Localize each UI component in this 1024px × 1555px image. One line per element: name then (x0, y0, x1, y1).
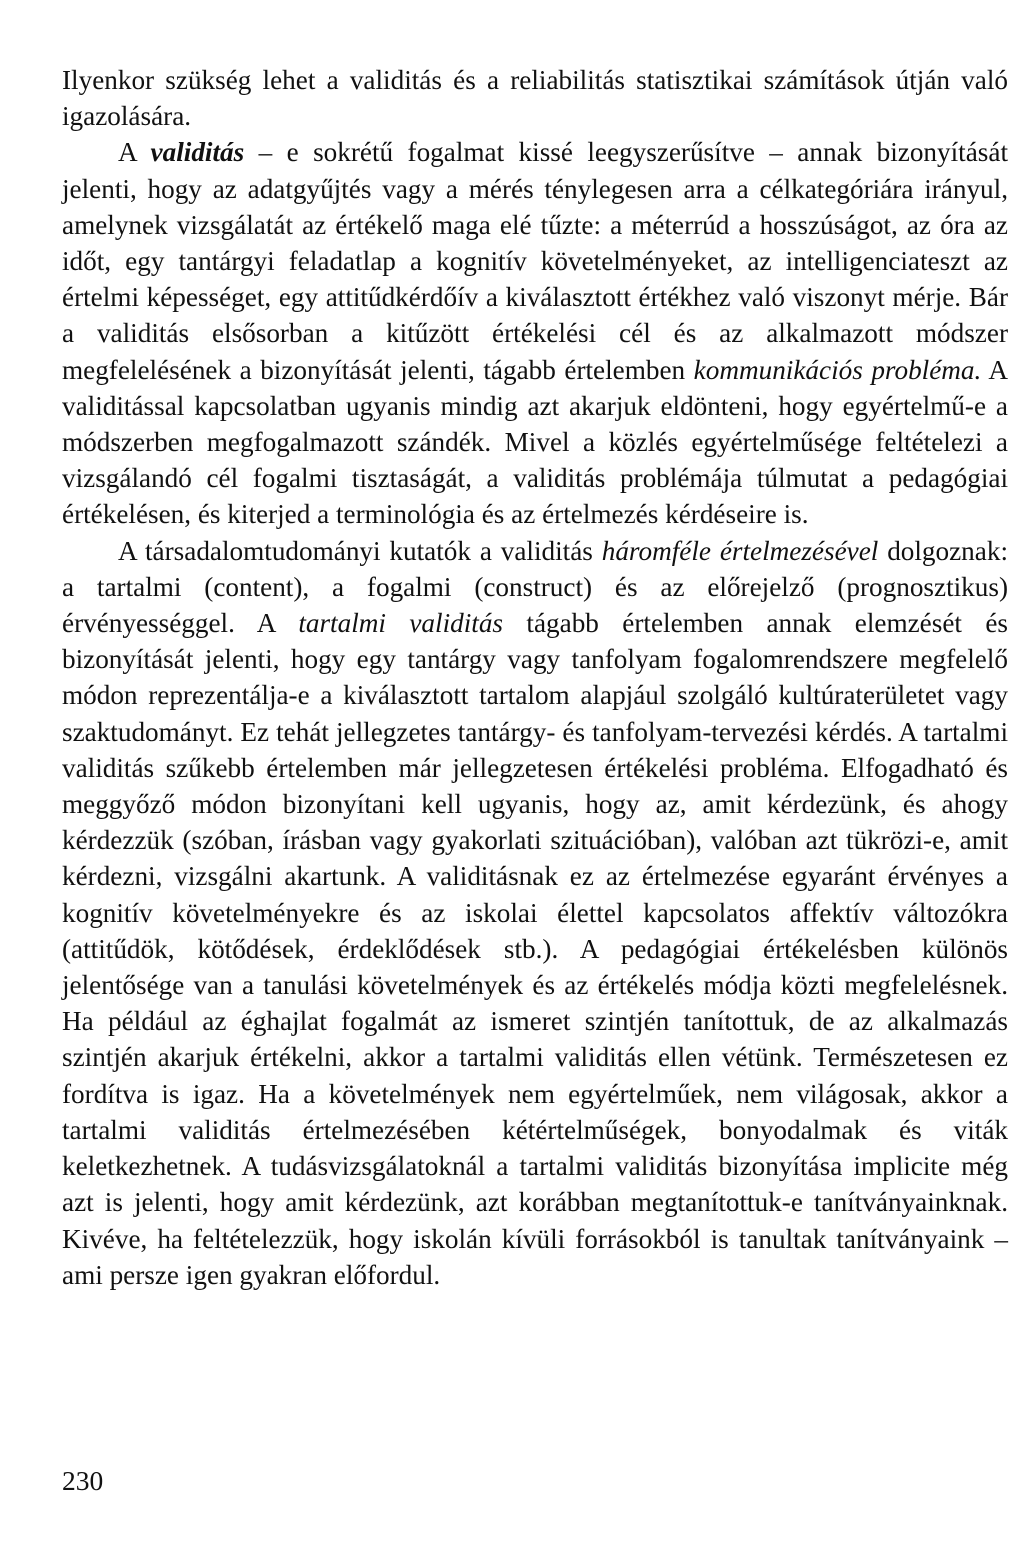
page-number: 230 (62, 1465, 104, 1496)
paragraph-2-text: A validitással kapcsolatban ugyanis mindig azt akarjuk eldönteni, hogy egyértelmű-e a módszerben megfogalmazott szándék. Mivel a közlés egyértelműsége feltételezi a vizsgálandó cél fogalmi tisztaságát, a validitás problémája túlmutat a pedagógiai értékelésen, és kiterjed a terminológia és az értelmezés kérdéseire is. (62, 354, 1008, 530)
paragraph-3 (62, 533, 1008, 1293)
paragraph-2-text: A (118, 137, 151, 168)
paragraph-1-text: Ilyenkor szükség lehet a validitás és a reliabilitás statisztikai számítások útján való igazolására. (62, 65, 1008, 132)
paragraph-3-text: dolgoznak: a tartalmi (content), a fogalmi (construct) és az előrejelző (prognosztikus) érvényességgel. A (62, 535, 1008, 639)
page-body (62, 62, 1008, 1293)
paragraph-3-text: tágabb értelemben annak elemzését és bizonyítását jelenti, hogy egy tantárgy vagy tanfolyam fogalomrendszere megfelelő módon reprezentálja-e a kiválasztott tartalom alapjául szolgáló kultúraterületet vagy szaktudományt. Ez tehát jellegzetes tantárgy- és tanfolyam-tervezési kérdés. A tartalmi validitás szűkebb értelemben már jellegzetesen értékelési probléma. Elfogadható és meggyőző módon bizonyítani kell ugyanis, hogy az, amit kérdezünk, és ahogy kérdezzük (szóban, írásban vagy gyakorlati szituációban), valóban azt tükrözi-e, amit kérdezni, vizsgálni akartunk. A validitásnak ez az értelmezése egyaránt érvényes a kognitív követelményekre és az iskolai élettel kapcsolatos affektív változókra (attitűdök, kötődések, érdeklődések stb.). A pedagógiai értékelésben különös jelentősége van a tanulási követelmények és az értékelés módja közti megfelelésnek. Ha például az éghajlat fogalmát az ismeret szintjén tanítottuk, de az alkalmazás szintjén akarjuk értékelni, akkor a tartalmi validitás ellen vétünk. Természetesen ez fordítva is igaz. Ha a követelmények nem egyértelműek, nem világosak, akkor a tartalmi validitás értelmezésében kétértelműségek, bonyodalmak és viták keletkezhetnek. A tudásvizsgálatoknál a tartalmi validitás bizonyítása implicite még azt is jelenti, hogy amit kérdezünk, azt korábban megtanítottuk-e tanítványainknak. Kivéve, ha feltételezzük, hogy iskolán kívüli forrásokból is tanultak tanítványaink – ami persze igen gyakran előfordul. (62, 608, 1008, 1290)
paragraph-1 (62, 62, 1008, 134)
emphasis-haromfele-ertelmezesevel: háromféle értelmezésével (601, 535, 879, 566)
emphasis-tartalmi-validitas: tartalmi validitás (298, 608, 503, 639)
paragraph-3-text: A társadalomtudományi kutatók a validitás (118, 535, 602, 566)
emphasis-kommunikacios-problema: kommunikációs probléma. (693, 354, 982, 385)
paragraph-2-text: – e sokrétű fogalmat kissé leegyszerűsítve – annak bizonyítását jelenti, hogy az adatgyűjtés vagy a mérés ténylegesen arra a célkategóriára irányul, amelynek vizsgálatát az értékelő maga elé tűzte: a méterrúd a hosszúságot, az óra az időt, egy tantárgyi feladatlap a kognitív követelményeket, az intelligenciateszt az értelmi képességet, egy attitűdkérdőív a kiválasztott értékhez való viszonyt mérje. Bár a validitás elsősorban a kitűzött értékelési cél és az alkalmazott módszer megfelelésének a bizonyítását jelenti, tágabb értelemben (62, 137, 1008, 385)
paragraph-2 (62, 134, 1008, 532)
term-validitas: validitás (150, 137, 245, 168)
